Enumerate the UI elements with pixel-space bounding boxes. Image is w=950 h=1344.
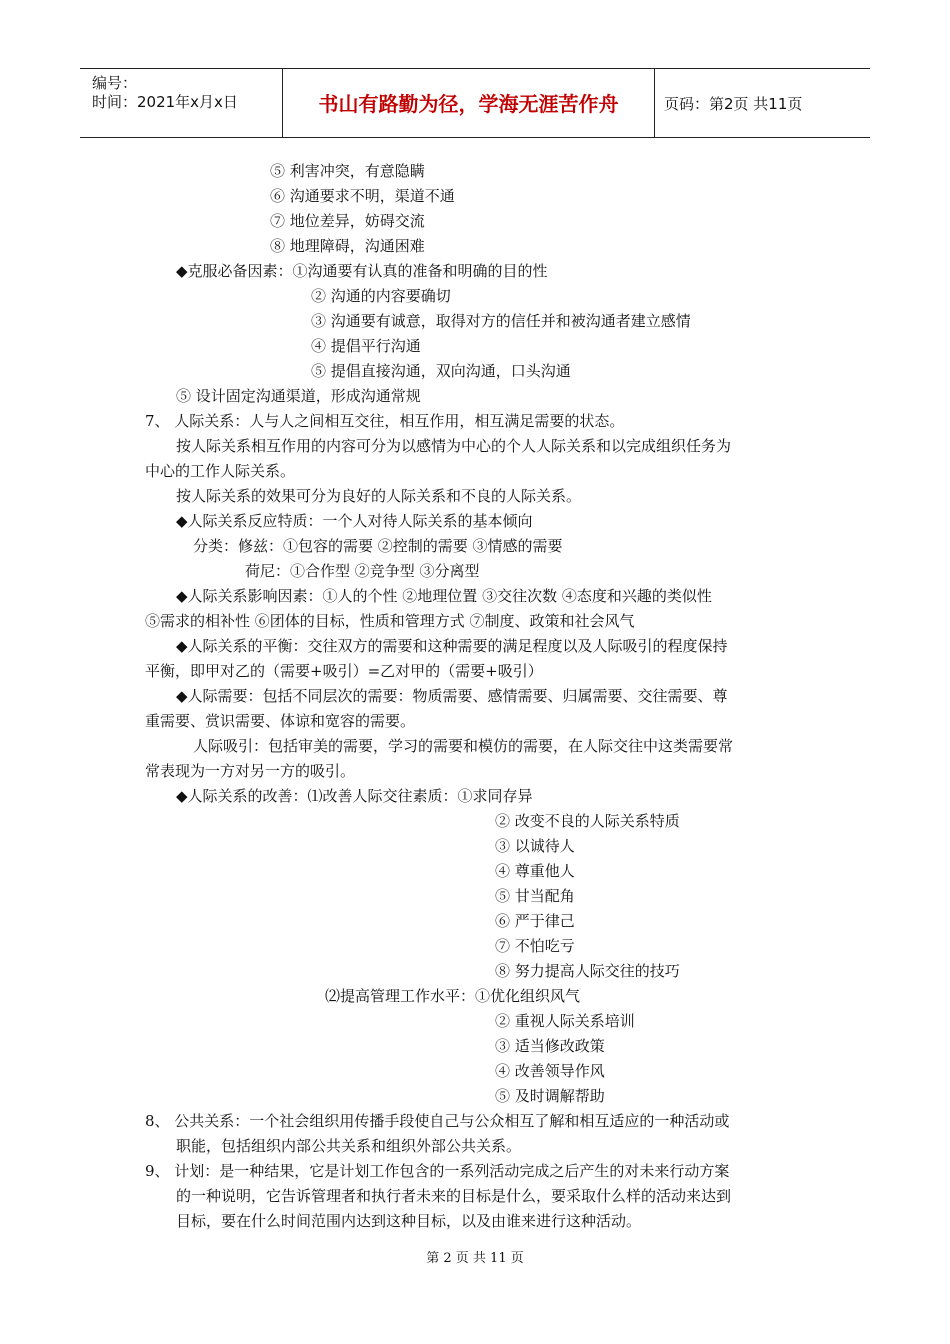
header-divider — [654, 69, 655, 137]
page-footer: 第 2 页 共 11 页 — [426, 1251, 524, 1266]
body-line: ⑥ 严于律己 — [495, 912, 575, 930]
body-line: ② 沟通的内容要确切 — [311, 287, 451, 305]
body-line: ⑥ 沟通要求不明，渠道不通 — [270, 187, 455, 205]
body-line: ⑧ 努力提高人际交往的技巧 — [495, 962, 680, 980]
body-line: ⑤ 设计固定沟通渠道，形成沟通常规 — [176, 387, 421, 405]
body-line: ⑤ 及时调解帮助 — [495, 1087, 605, 1105]
body-line: 的一种说明，它告诉管理者和执行者未来的目标是什么，要采取什么样的活动来达到 — [176, 1187, 732, 1205]
body-line: 分类：修兹：①包容的需要 ②控制的需要 ③情感的需要 — [193, 537, 563, 555]
body-line: 常表现为一方对另一方的吸引。 — [145, 762, 356, 780]
body-line: 职能，包括组织内部公共关系和组织外部公共关系。 — [176, 1137, 522, 1155]
body-line: ③ 以诚待人 — [495, 837, 575, 855]
header-meta — [80, 69, 280, 137]
body-line: 按人际关系相互作用的内容可分为以感情为中心的个人人际关系和以完成组织任务为 — [176, 437, 732, 455]
body-line: ◆克服必备因素：①沟通要有认真的准备和明确的目的性 — [176, 262, 548, 280]
body-line: ③ 沟通要有诚意，取得对方的信任并和被沟通者建立感情 — [311, 312, 691, 330]
body-line: ◆人际关系影响因素：①人的个性 ②地理位置 ③交往次数 ④态度和兴趣的类似性 — [176, 587, 712, 605]
section-heading: 9、 计划：是一种结果，它是计划工作包含的一系列活动完成之后产生的对未来行动方案 — [145, 1162, 730, 1180]
body-line: 目标，要在什么时间范围内达到这种目标，以及由谁来进行这种活动。 — [176, 1212, 642, 1230]
body-line: ⑵提高管理工作水平：①优化组织风气 — [325, 987, 581, 1005]
body-line: 平衡，即甲对乙的（需要+吸引）=乙对甲的（需要+吸引） — [145, 662, 543, 680]
page-header — [80, 68, 870, 138]
body-line: ⑦ 地位差异，妨碍交流 — [270, 212, 425, 230]
body-line: ② 改变不良的人际关系特质 — [495, 812, 680, 830]
document-number: 编号： — [92, 74, 138, 92]
body-line: ③ 适当修改政策 — [495, 1037, 605, 1055]
section-heading: 7、 人际关系：人与人之间相互交往，相互作用，相互满足需要的状态。 — [145, 412, 625, 430]
body-line: 荷尼：①合作型 ②竞争型 ③分离型 — [245, 562, 480, 580]
body-line: 重需要、赏识需要、体谅和宽容的需要。 — [145, 712, 416, 730]
body-line: ◆人际关系的改善：⑴改善人际交往素质：①求同存异 — [176, 787, 533, 805]
body-line: ② 重视人际关系培训 — [495, 1012, 635, 1030]
body-line: ◆人际关系反应特质：一个人对待人际关系的基本倾向 — [176, 512, 533, 530]
body-line: ⑤需求的相补性 ⑥团体的目标，性质和管理方式 ⑦制度、政策和社会风气 — [145, 612, 635, 630]
body-line: ⑧ 地理障碍，沟通困难 — [270, 237, 425, 255]
body-line: ⑤ 甘当配角 — [495, 887, 575, 905]
body-line: ⑤ 提倡直接沟通，双向沟通，口头沟通 — [311, 362, 571, 380]
body-line: ④ 尊重他人 — [495, 862, 575, 880]
section-heading: 8、 公共关系：一个社会组织用传播手段使自己与公众相互了解和相互适应的一种活动或 — [145, 1112, 730, 1130]
document-date: 时间：2021年x月x日 — [92, 93, 238, 111]
body-line: ⑤ 利害冲突，有意隐瞒 — [270, 162, 425, 180]
body-line: ◆人际需要：包括不同层次的需要：物质需要、感情需要、归属需要、交往需要、尊 — [176, 687, 728, 705]
body-line: 人际吸引：包括审美的需要，学习的需要和模仿的需要，在人际交往中这类需要常 — [193, 737, 734, 755]
body-line: ④ 改善领导作风 — [495, 1062, 605, 1080]
body-line: ◆人际关系的平衡：交往双方的需要和这种需要的满足程度以及人际吸引的程度保持 — [176, 637, 728, 655]
body-line: 中心的工作人际关系。 — [145, 462, 296, 480]
header-motto: 书山有路勤为径，学海无涯苦作舟 — [318, 92, 619, 116]
body-line: ⑦ 不怕吃亏 — [495, 937, 575, 955]
body-line: ④ 提倡平行沟通 — [311, 337, 421, 355]
header-page-number: 页码：第2页 共11页 — [664, 95, 803, 113]
body-line: 按人际关系的效果可分为良好的人际关系和不良的人际关系。 — [176, 487, 582, 505]
